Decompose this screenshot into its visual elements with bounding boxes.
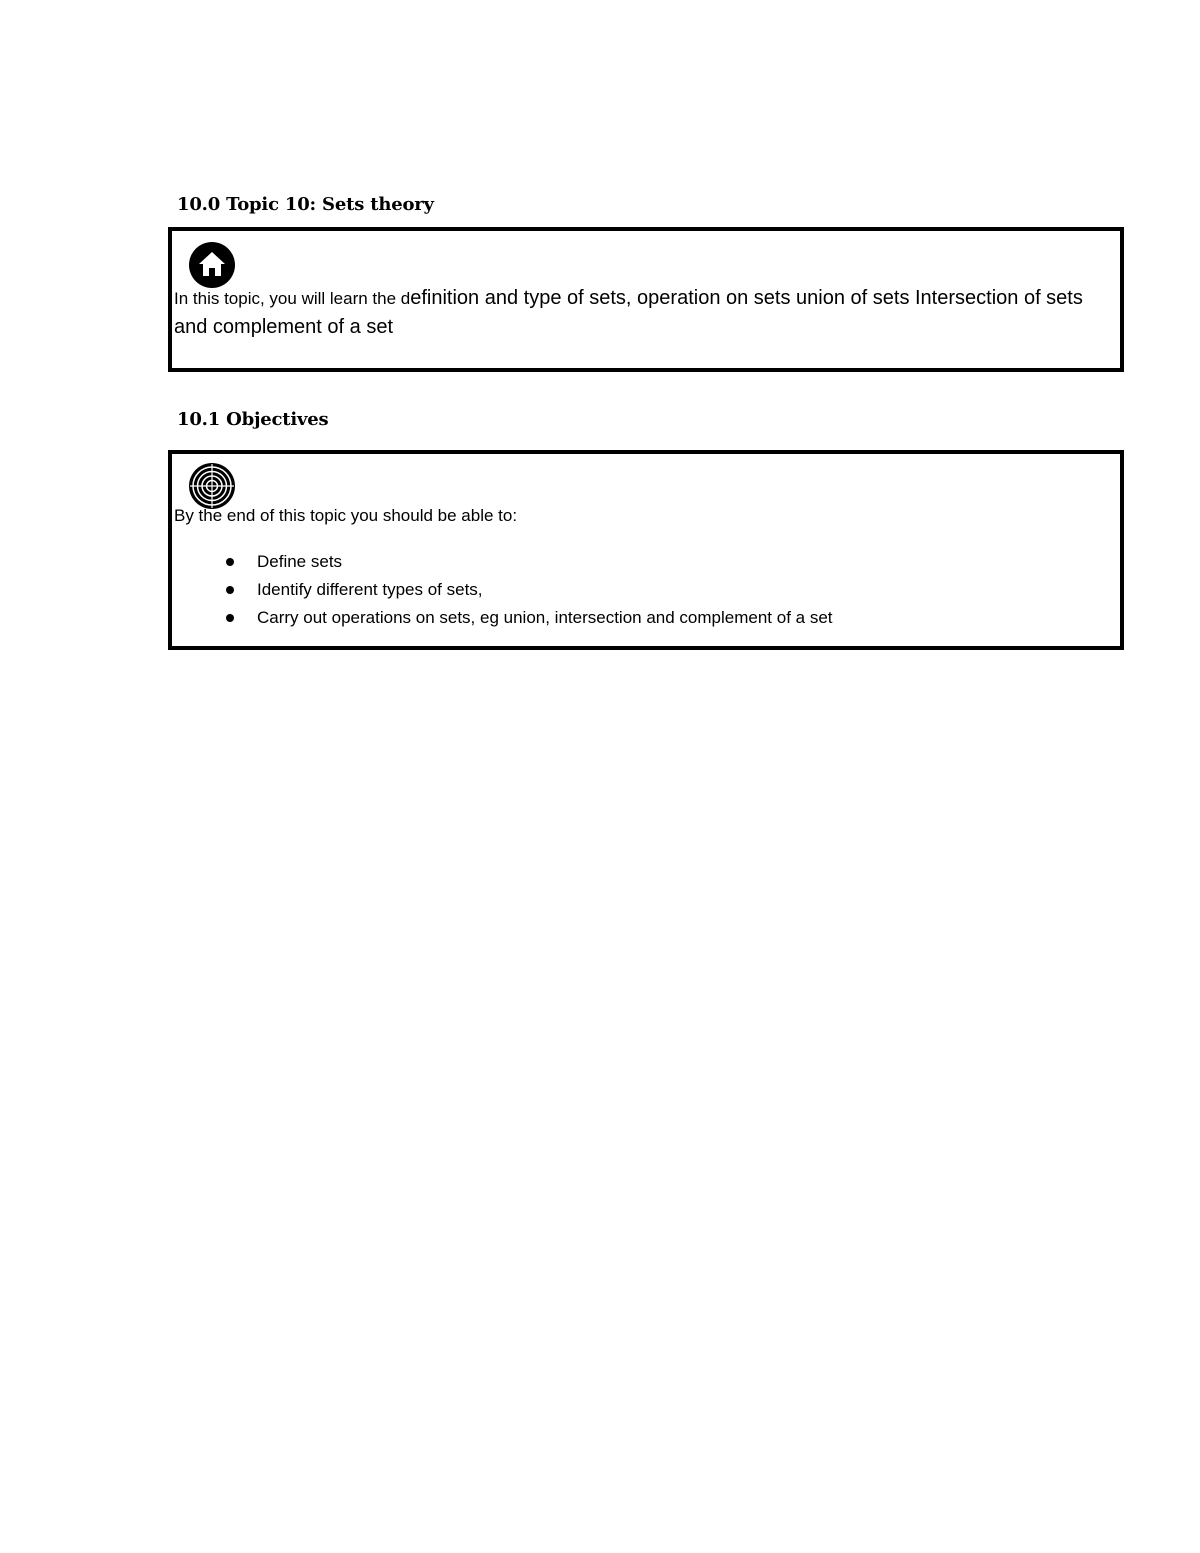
objectives-list	[172, 548, 833, 632]
intro-box	[168, 227, 1124, 372]
list-item: Identify different types of sets,	[172, 576, 833, 604]
objectives-box	[168, 450, 1124, 650]
target-icon	[188, 462, 236, 510]
home-icon	[188, 241, 236, 289]
intro-text	[174, 284, 1104, 341]
list-item: Carry out operations on sets, eg union, intersection and complement of a set	[172, 604, 833, 632]
intro-text-rest: efinition and type of sets, operation on sets union of sets Intersection of sets and complement of a set	[174, 287, 1083, 338]
objectives-lead: By the end of this topic you should be able to:	[174, 506, 518, 525]
topic-heading: 10.0 Topic 10: Sets theory	[177, 194, 434, 215]
intro-text-lead: In this topic, you will learn the d	[174, 289, 411, 308]
objectives-heading: 10.1 Objectives	[177, 409, 329, 430]
list-item: Define sets	[172, 548, 833, 576]
